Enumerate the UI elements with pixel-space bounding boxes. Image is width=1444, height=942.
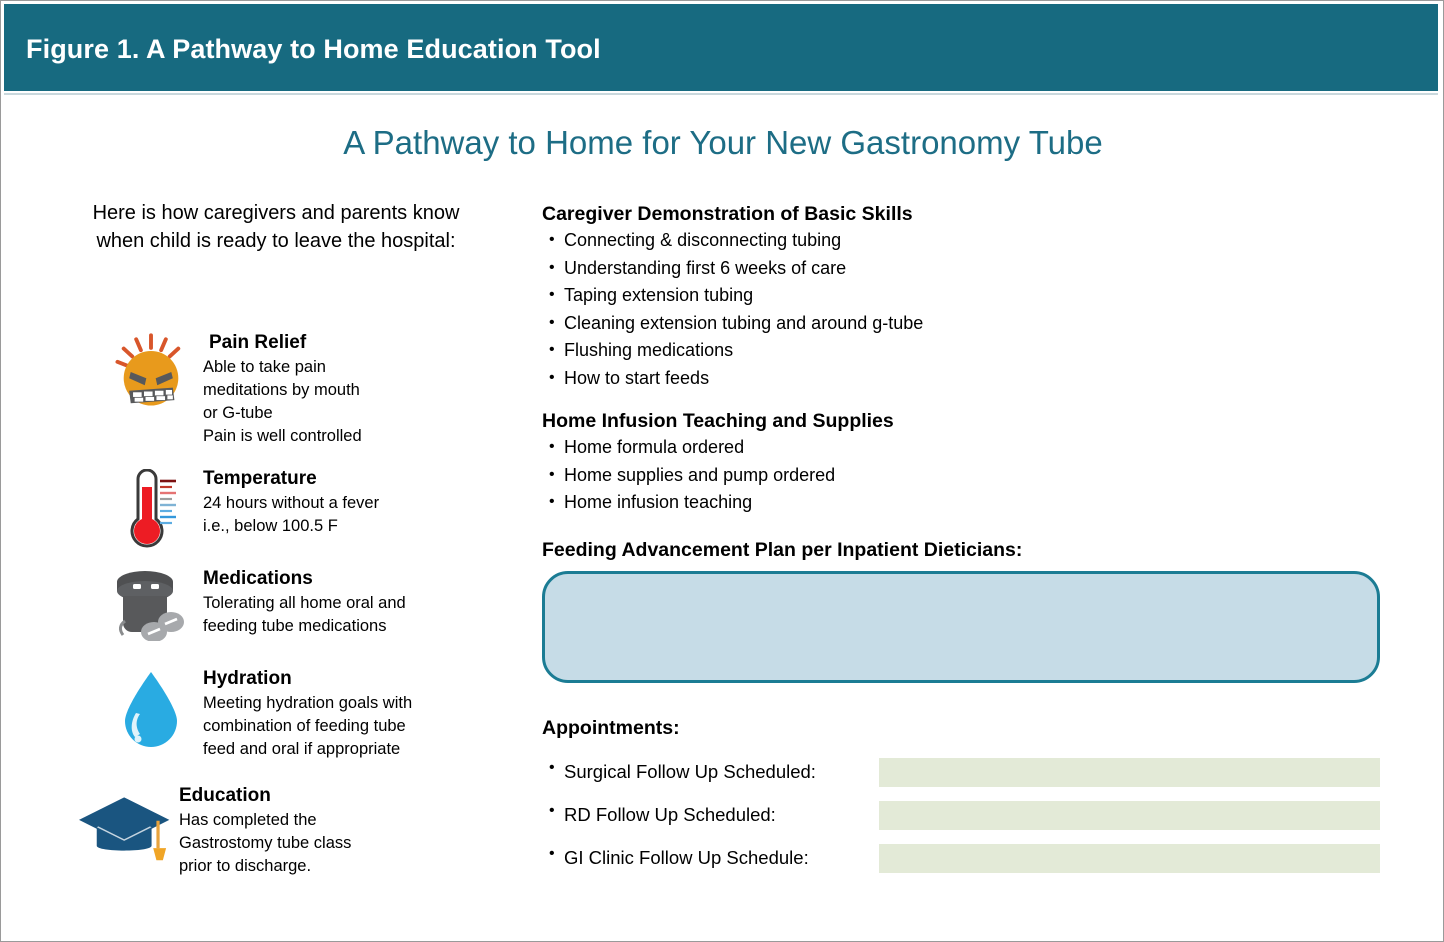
criterion-line: Pain is well controlled <box>203 427 362 445</box>
criterion-line: feeding tube medications <box>203 617 387 635</box>
section-heading-home-infusion: Home Infusion Teaching and Supplies <box>542 410 894 432</box>
criterion-line: meditations by mouth <box>203 381 360 399</box>
criterion-line: Tolerating all home oral and <box>203 594 406 612</box>
criterion-text <box>201 331 362 448</box>
water-drop-icon <box>101 667 201 749</box>
appointment-label: • GI Clinic Follow Up Schedule: <box>542 847 882 869</box>
criterion-pain-relief <box>101 331 521 448</box>
criterion-temperature <box>101 467 521 555</box>
criterion-line: prior to discharge. <box>179 857 312 875</box>
criterion-title: Hydration <box>203 668 292 689</box>
criterion-title: Temperature <box>203 468 317 489</box>
rd-follow-up-input[interactable] <box>879 801 1380 830</box>
criterion-text <box>201 667 412 761</box>
section-spacer <box>542 392 1402 408</box>
page-title: A Pathway to Home for Your New Gastronomy Tube <box>343 124 1103 161</box>
criterion-title: Education <box>179 785 271 806</box>
figure-header-bar <box>4 4 1438 91</box>
criterion-education <box>101 784 521 878</box>
readiness-intro-text: Here is how caregivers and parents know when child is ready to leave the hospital: <box>92 202 460 252</box>
appointment-row <box>542 837 1402 880</box>
figure-caption: Figure 1. A Pathway to Home Education Tool <box>26 34 601 64</box>
criterion-title: Pain Relief <box>209 332 307 353</box>
appointment-row <box>542 794 1402 837</box>
criterion-text <box>201 567 406 638</box>
pill-bottle-icon <box>101 567 201 641</box>
appointments-list <box>542 751 1402 880</box>
readiness-criteria-column <box>41 199 511 875</box>
graduation-cap-icon <box>79 784 179 870</box>
criterion-line: 24 hours without a fever <box>203 494 380 512</box>
list-item[interactable]: • Cleaning extension tubing and around g-tube <box>542 310 1402 338</box>
list-item[interactable]: • Home formula ordered <box>542 434 1402 462</box>
appointment-row <box>542 751 1402 794</box>
gi-clinic-follow-up-input[interactable] <box>879 844 1380 873</box>
criterion-line: feed and oral if appropriate <box>203 740 401 758</box>
criterion-hydration <box>101 667 521 761</box>
list-item[interactable]: • Taping extension tubing <box>542 282 1402 310</box>
appointment-label: • Surgical Follow Up Scheduled: <box>542 761 882 783</box>
criterion-text <box>177 784 351 878</box>
surgical-follow-up-input[interactable] <box>879 758 1380 787</box>
criterion-line: or G-tube <box>203 404 273 422</box>
list-item[interactable]: • Home supplies and pump ordered <box>542 462 1402 490</box>
header-divider <box>4 93 1438 95</box>
criterion-line: Able to take pain <box>203 358 326 376</box>
list-item[interactable]: • Understanding first 6 weeks of care <box>542 255 1402 283</box>
caregiver-skills-list <box>542 227 1402 392</box>
criterion-line: i.e., below 100.5 F <box>203 517 338 535</box>
list-item[interactable]: • How to start feeds <box>542 365 1402 393</box>
list-item[interactable]: • Flushing medications <box>542 337 1402 365</box>
angry-face-icon <box>101 331 201 411</box>
list-item[interactable]: • Connecting & disconnecting tubing <box>542 227 1402 255</box>
list-item[interactable]: • Home infusion teaching <box>542 489 1402 517</box>
criterion-title: Medications <box>203 568 313 589</box>
criterion-text <box>201 467 379 538</box>
feeding-plan-input[interactable] <box>542 571 1380 683</box>
criterion-line: Gastrostomy tube class <box>179 834 352 852</box>
criterion-line: Has completed the <box>179 811 317 829</box>
criterion-medications <box>101 567 521 641</box>
home-infusion-list <box>542 434 1402 517</box>
section-heading-appointments: Appointments: <box>542 716 680 739</box>
thermometer-icon <box>101 467 201 555</box>
appointment-label: • RD Follow Up Scheduled: <box>542 804 882 826</box>
discharge-checklist-column <box>542 201 1402 880</box>
criterion-line: Meeting hydration goals with <box>203 694 413 712</box>
section-heading-feeding-plan: Feeding Advancement Plan per Inpatient Dieticians: <box>542 538 1023 561</box>
section-heading-caregiver-skills: Caregiver Demonstration of Basic Skills <box>542 203 913 225</box>
criterion-line: combination of feeding tube <box>203 717 406 735</box>
